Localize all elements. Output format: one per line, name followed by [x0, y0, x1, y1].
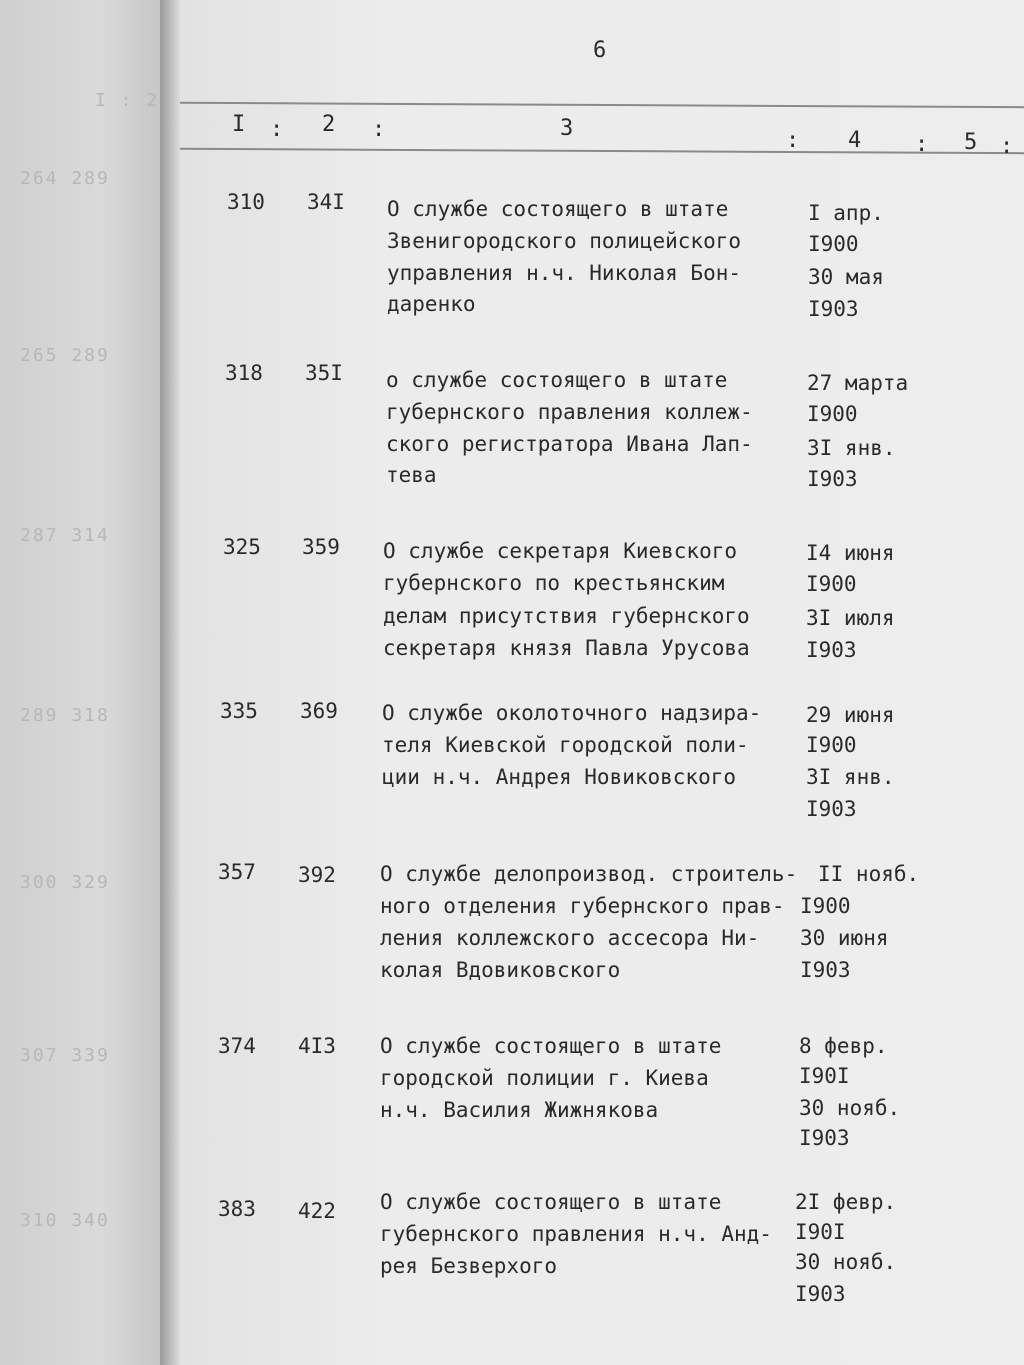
header-bottom-rule — [180, 148, 1024, 154]
page-number: 6 — [593, 38, 607, 63]
entry-date: I903 — [807, 467, 858, 491]
entry-date: I апр. — [808, 201, 884, 225]
entry-old-number: 4I3 — [298, 1034, 336, 1058]
entry-number: 318 — [225, 361, 263, 385]
entry-title-line: О службе состоящего в штате — [380, 1190, 722, 1214]
entry-old-number: 369 — [300, 699, 338, 723]
entry-number: 374 — [218, 1034, 256, 1058]
entry-date: I903 — [806, 797, 857, 821]
entry-date: 30 июня — [800, 926, 889, 950]
document-page — [180, 0, 1024, 1365]
entry-date: 8 февр. — [799, 1034, 888, 1058]
entry-title-line: тева — [386, 463, 437, 487]
entry-number: 383 — [218, 1197, 256, 1221]
column-header-2: 2 — [322, 112, 336, 137]
facing-page — [0, 0, 168, 1365]
column-separator: : — [270, 117, 284, 142]
entry-date: I900 — [807, 402, 858, 426]
entry-date: 3I июля — [806, 606, 895, 630]
entry-title-line: даренко — [387, 292, 476, 316]
entry-title-line: управления н.ч. Николая Бон- — [387, 261, 742, 285]
entry-date: 2I февр. — [795, 1190, 897, 1214]
entry-date: I903 — [808, 297, 859, 321]
entry-date: I900 — [806, 733, 857, 757]
entry-title-line: О службе околоточного надзира- — [382, 701, 762, 725]
entry-title-line: секретаря князя Павла Урусова — [383, 636, 750, 660]
entry-title-line: губернского правления н.ч. Анд- — [380, 1222, 772, 1246]
entry-date: I90I — [795, 1220, 846, 1244]
entry-date: I903 — [799, 1126, 850, 1150]
entry-title-line: о службе состоящего в штате — [386, 368, 728, 392]
entry-title-line: О службе состоящего в штате — [387, 197, 729, 221]
entry-old-number: 422 — [298, 1199, 336, 1223]
entry-number: 310 — [227, 190, 265, 214]
entry-date: 30 мая — [808, 265, 884, 289]
ghost-row: 310 340 — [20, 1210, 110, 1231]
entry-date: I903 — [806, 638, 857, 662]
entry-date: I903 — [800, 958, 851, 982]
column-separator: : — [915, 132, 929, 157]
entry-date: 30 нояб. — [795, 1250, 897, 1274]
column-header-1: I — [232, 112, 246, 137]
entry-number: 335 — [220, 699, 258, 723]
entry-old-number: 34I — [307, 190, 345, 214]
entry-title-line: О службе делопроизвод. строитель- — [380, 862, 798, 886]
entry-date: 3I янв. — [807, 436, 896, 460]
column-separator: : — [372, 117, 386, 142]
entry-title-line: рея Безверхого — [380, 1254, 558, 1278]
entry-date: I900 — [808, 232, 859, 256]
ghost-row: 265 289 — [20, 345, 110, 366]
entry-date: 29 июня — [806, 703, 895, 727]
entry-title-line: губернского по крестьянским — [383, 571, 725, 595]
entry-old-number: 392 — [298, 863, 336, 887]
entry-date: I90I — [799, 1064, 850, 1088]
entry-title-line: ления коллежского ассесора Ни- — [380, 926, 760, 950]
ghost-row: 264 289 — [20, 168, 110, 189]
entry-title-line: делам присутствия губернского — [383, 604, 750, 628]
ghost-header: I : 2 — [95, 90, 160, 111]
entry-title-line: губернского правления коллеж- — [386, 400, 753, 424]
entry-number: 325 — [223, 535, 261, 559]
entry-date: I900 — [806, 572, 857, 596]
column-separator: : — [1000, 134, 1014, 159]
entry-old-number: 359 — [302, 535, 340, 559]
entry-date: I4 июня — [806, 541, 895, 565]
entry-title-line: ции н.ч. Андрея Новиковского — [382, 765, 737, 789]
column-header-4: 4 — [848, 128, 862, 153]
entry-title-line: колая Вдовиковского — [380, 958, 621, 982]
entry-date: 27 марта — [807, 371, 909, 395]
entry-title-line: ского регистратора Ивана Лап- — [386, 432, 753, 456]
entry-date: II нояб. — [818, 862, 920, 886]
entry-title-line: теля Киевской городской поли- — [382, 733, 749, 757]
ghost-row: 300 329 — [20, 872, 110, 893]
entry-title-line: ного отделения губернского прав- — [380, 894, 785, 918]
column-separator: : — [786, 128, 800, 153]
entry-old-number: 35I — [305, 361, 343, 385]
entry-title-line: городской полиции г. Киева — [380, 1066, 709, 1090]
column-header-5: 5 — [964, 130, 978, 155]
ghost-row: 307 339 — [20, 1045, 110, 1066]
entry-title-line: О службе секретаря Киевского — [383, 539, 738, 563]
ghost-row: 287 314 — [20, 525, 110, 546]
entry-title-line: Звенигородского полицейского — [387, 229, 742, 253]
entry-title-line: н.ч. Василия Жижнякова — [380, 1098, 659, 1122]
book-gutter — [160, 0, 182, 1365]
ghost-row: 289 318 — [20, 705, 110, 726]
column-header-3: 3 — [560, 116, 574, 141]
entry-date: 30 нояб. — [799, 1096, 901, 1120]
header-top-rule — [180, 102, 1024, 108]
entry-title-line: О службе состоящего в штате — [380, 1034, 722, 1058]
entry-number: 357 — [218, 860, 256, 884]
entry-date: I900 — [800, 894, 851, 918]
entry-date: 3I янв. — [806, 765, 895, 789]
entry-date: I903 — [795, 1282, 846, 1306]
